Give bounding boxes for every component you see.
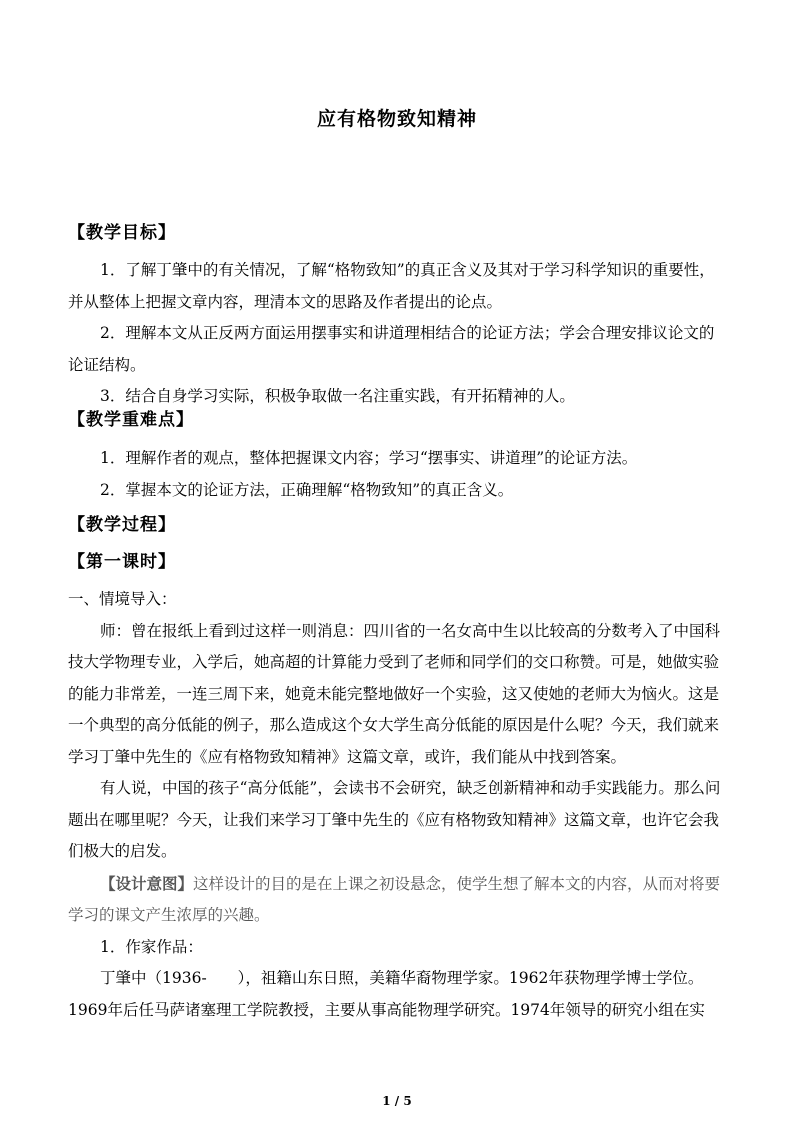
keypoint-item-2: 2．掌握本文的论证方法，正确理解“格物致知”的真正含义。 bbox=[100, 480, 514, 499]
keypoints-heading: 【教学重难点】 bbox=[68, 410, 194, 430]
author-label: 1．作家作品： bbox=[100, 937, 203, 956]
lesson1-heading: 【第一课时】 bbox=[68, 552, 176, 572]
intro-paragraph-2: 有人说，中国的孩子“高分低能”，会读书不会研究，缺乏创新精神和动手实践能力。那么问题出在哪里呢？今天，让我们来学习丁肇中先生的《应有格物致知精神》这篇文章，也许它会我们极大的启发。 bbox=[68, 779, 721, 860]
document-title: 应有格物致知精神 bbox=[316, 108, 477, 130]
design-intent-label: 【设计意图】 bbox=[100, 873, 194, 893]
page-number: 1 / 5 bbox=[382, 1094, 412, 1108]
keypoint-item-1: 1．理解作者的观点，整体把握课文内容；学习“摆事实、讲道理”的论证方法。 bbox=[100, 449, 638, 467]
intro-paragraph-1: 师：曾在报纸上看到过这样一则消息：四川省的一名女高中生以比较高的分数考入了中国科技大学物理专业，入学后，她高超的计算能力受到了老师和同学们的交口称赞。可是，她做实验的能力非常差，一连三周下来，她竟未能完整地做好一个实验，这又使她的老师大为恼火。这是一个典型的高分低能的例子，那么造成这个女大学生高分低能的原因是什么呢？今天，我们就来学习丁肇中先生的《应有格物致知精神》这篇文章，或许，我们能从中找到答案。 bbox=[68, 621, 721, 766]
goal-item-2: 2．理解本文从正反两方面运用摆事实和讲道理相结合的论证方法；学会合理安排议论文的论证结构。 bbox=[68, 324, 715, 374]
process-heading: 【教学过程】 bbox=[68, 515, 176, 535]
keypoints-list bbox=[68, 443, 728, 506]
author-paragraph: 丁肇中（1936- ），祖籍山东日照，美籍华裔物理学家。1962年获物理学博士学位。1969年后任马萨诸塞理工学院教授，主要从事高能物理学研究。1974年领导的研究小组在实 bbox=[68, 969, 705, 1019]
intro-label: 一、情境导入： bbox=[68, 590, 177, 608]
goal-item-1: 1．了解丁肇中的有关情况，了解“格物致知”的真正含义及其对于学习科学知识的重要性，并从整体上把握文章内容，理清本文的思路及作者提出的论点。 bbox=[68, 261, 715, 311]
design-intent-text: 这样设计的目的是在上课之初设悬念，使学生想了解本文的内容，从而对将要学习的课文产生浓厚的兴趣。 bbox=[68, 874, 721, 924]
design-intent bbox=[68, 868, 728, 932]
goals-list bbox=[68, 255, 728, 413]
goal-item-3: 3．结合自身学习实际，积极争取做一名注重实践，有开拓精神的人。 bbox=[100, 387, 575, 405]
main-body bbox=[68, 584, 728, 1026]
goals-heading: 【教学目标】 bbox=[68, 223, 176, 243]
